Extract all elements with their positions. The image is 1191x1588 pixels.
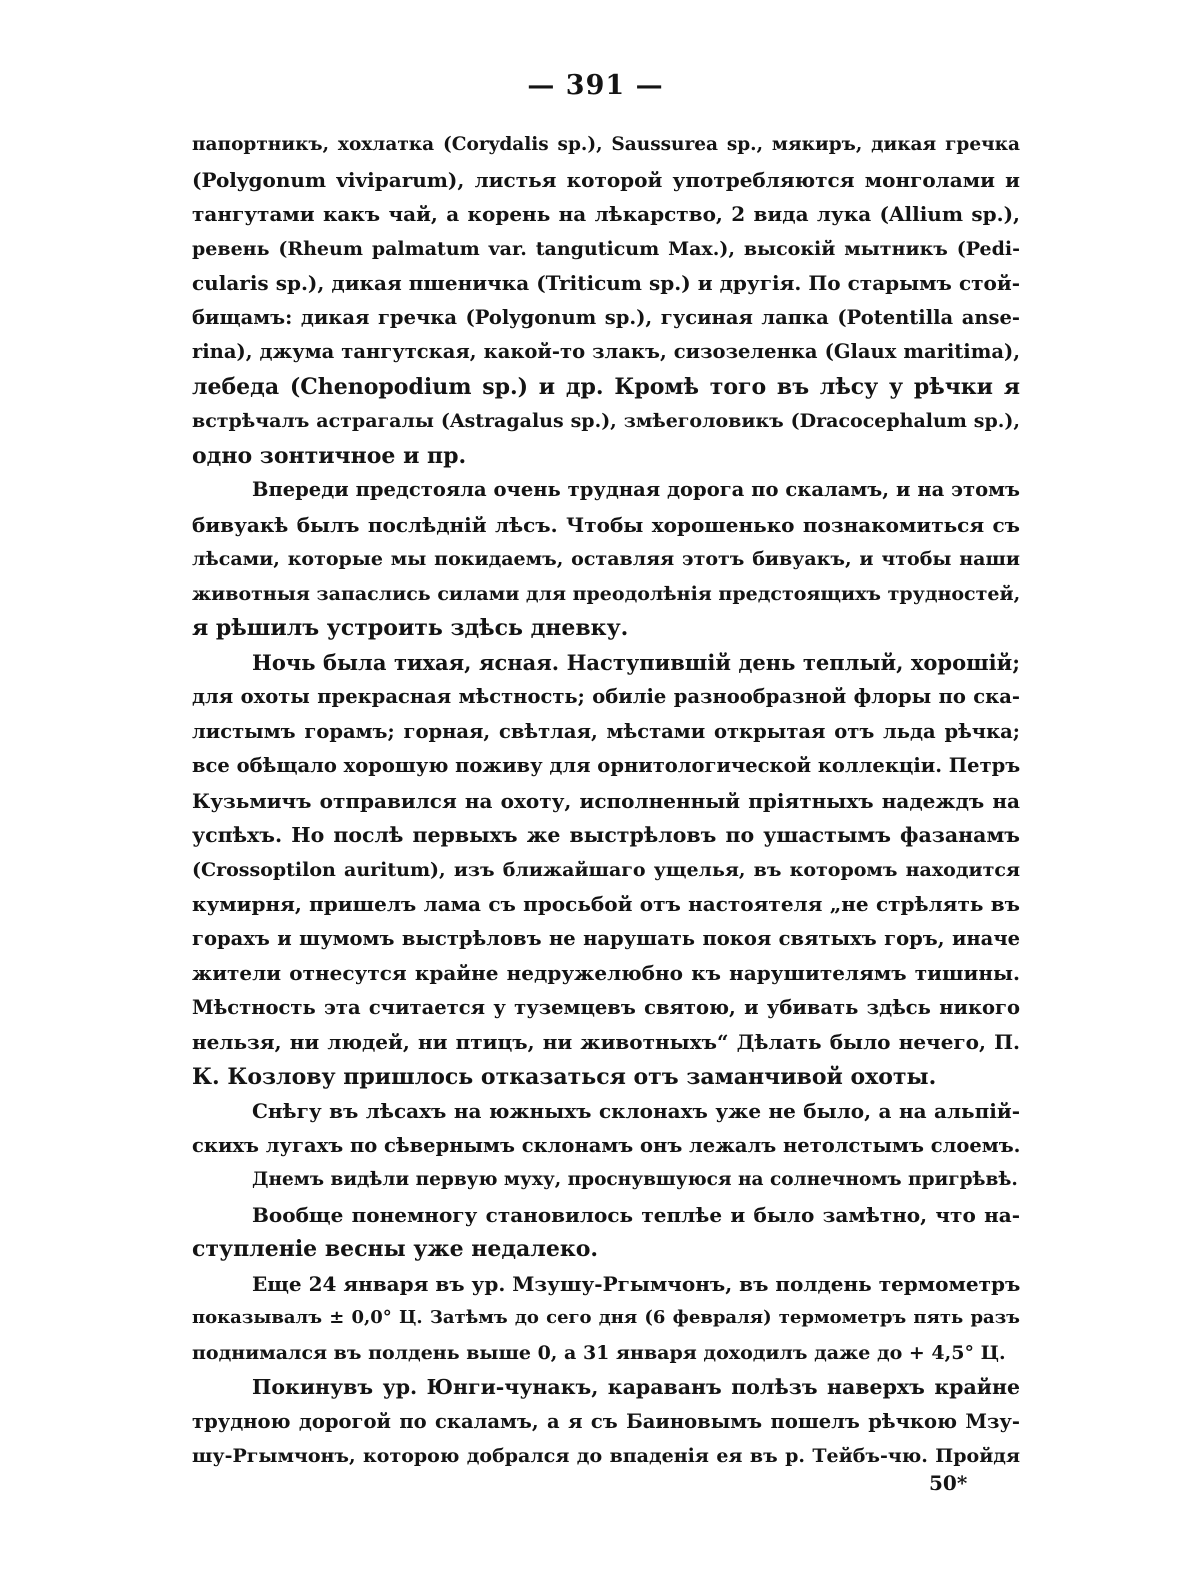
text-line: лебеда (Chenopodium sp.) и др. Кромѣ того въ лѣсу у рѣчки я — [192, 373, 1020, 400]
text-line: животныя запаслись силами для преодолѣнія предстоящихъ трудностей, — [192, 582, 1021, 605]
text-line: Еще 24 января въ ур. Мзушу-Ргымчонъ, въ полдень термометръ — [252, 1271, 1021, 1296]
text-line: (Crossoptilon auritum), изъ ближайшаго ущелья, въ которомъ находится — [192, 858, 1020, 881]
text-line: для охоты прекрасная мѣстность; обиліе разнообразной флоры по ска- — [192, 685, 1020, 708]
text-line: все обѣщало хорошую поживу для орнитологической коллекціи. Петръ — [192, 754, 1021, 777]
text-line: Мѣстность эта считается у туземцевъ святою, и убивать здѣсь никого — [192, 995, 1020, 1019]
text-line: трудною дорогой по скаламъ, а я съ Баиновымъ пошелъ рѣчкою Мзу- — [192, 1409, 1020, 1433]
text-line: горахъ и шумомъ выстрѣловъ не нарушать покоя святыхъ горъ, иначе — [192, 926, 1020, 950]
text-line: бивуакѣ былъ послѣдній лѣсъ. Чтобы хорошенько познакомиться съ — [192, 512, 1020, 537]
text-line: тангутами какъ чай, а корень на лѣкарство, 2 вида лука (Allium sp.), — [192, 202, 1020, 226]
text-line: Ночь была тихая, ясная. Наступившій день теплый, хорошій; — [252, 649, 1020, 675]
text-line: Кузьмичъ отправился на охоту, исполненный пріятныхъ надеждъ на — [192, 788, 1020, 813]
text-line: шу-Ргымчонъ, которою добрался до впаденія ея въ р. Тейбъ-чю. Пройдя — [192, 1445, 1020, 1467]
text-line: папортникъ, хохлатка (Corydalis sp.), Saussurea sp., мякиръ, дикая гречка — [192, 134, 1020, 155]
text-line: жители отнесутся крайне недружелюбно къ нарушителямъ тишины. — [192, 961, 1020, 985]
text-line: Покинувъ ур. Юнги-чунакъ, караванъ полѣзъ наверхъ крайне — [252, 1375, 1020, 1399]
text-line: кумирня, пришелъ лама съ просьбой отъ настоятеля „не стрѣлять въ — [192, 892, 1020, 916]
text-line: лѣсами, которые мы покидаемъ, оставляя этотъ бивуакъ, и чтобы наши — [192, 548, 1020, 570]
signature-mark: 50* — [929, 1471, 968, 1495]
text-line: показывалъ ± 0,0° Ц. Затѣмъ до сего дня (6 февраля) термометръ пять разъ — [192, 1307, 1020, 1328]
text-line: я рѣшилъ устроить здѣсь дневку. — [192, 615, 629, 641]
text-line: Снѣгу въ лѣсахъ на южныхъ склонахъ уже не было, а на альпій- — [252, 1099, 1020, 1123]
text-line: (Polygonum viviparum), листья которой употребляются монголами и — [192, 167, 1020, 192]
text-line: cularis sp.), дикая пшеничка (Triticum sp.) и другія. По старымъ стой- — [192, 271, 1020, 295]
text-line: К. Козлову пришлось отказаться отъ заманчивой охоты. — [192, 1063, 937, 1090]
text-line: Днемъ видѣли первую муху, проснувшуюся на солнечномъ пригрѣвѣ. — [252, 1169, 1018, 1190]
text-line: скихъ лугахъ по сѣвернымъ склонамъ онъ лежалъ нетолстымъ слоемъ. — [192, 1133, 1021, 1157]
text-line: Впереди предстояла очень трудная дорога по скаламъ, и на этомъ — [252, 478, 1020, 501]
text-line: одно зонтичное и пр. — [192, 442, 467, 469]
text-line: встрѣчалъ астрагалы (Astragalus sp.), змѣеголовикъ (Dracocephalum sp.), — [192, 410, 1020, 432]
text-line: rina), джума тангутская, какой-то злакъ, сизозеленка (Glaux maritima), — [192, 340, 1020, 363]
text-line: листымъ горамъ; горная, свѣтлая, мѣстами открытая отъ льда рѣчка; — [192, 719, 1020, 743]
text-line: ступленіе весны уже недалеко. — [192, 1236, 599, 1262]
text-line: Вообще понемногу становилось теплѣе и было замѣтно, что на- — [252, 1202, 1020, 1227]
page-number: — 391 — — [527, 70, 664, 101]
text-line: нельзя, ни людей, ни птицъ, ни животныхъ“ Дѣлать было нечего, П. — [192, 1030, 1020, 1054]
text-line: бищамъ: дикая гречка (Polygonum sp.), гусиная лапка (Potentilla anse- — [192, 305, 1020, 329]
body-text — [192, 128, 1020, 1474]
text-line: успѣхъ. Но послѣ первыхъ же выстрѣловъ по ушастымъ фазанамъ — [192, 823, 1020, 847]
text-line: поднимался въ полдень выше 0, а 31 января доходилъ даже до + 4,5° Ц. — [192, 1341, 1006, 1364]
text-line: ревень (Rheum palmatum var. tanguticum Max.), высокій мытникъ (Pedi- — [192, 237, 1020, 260]
